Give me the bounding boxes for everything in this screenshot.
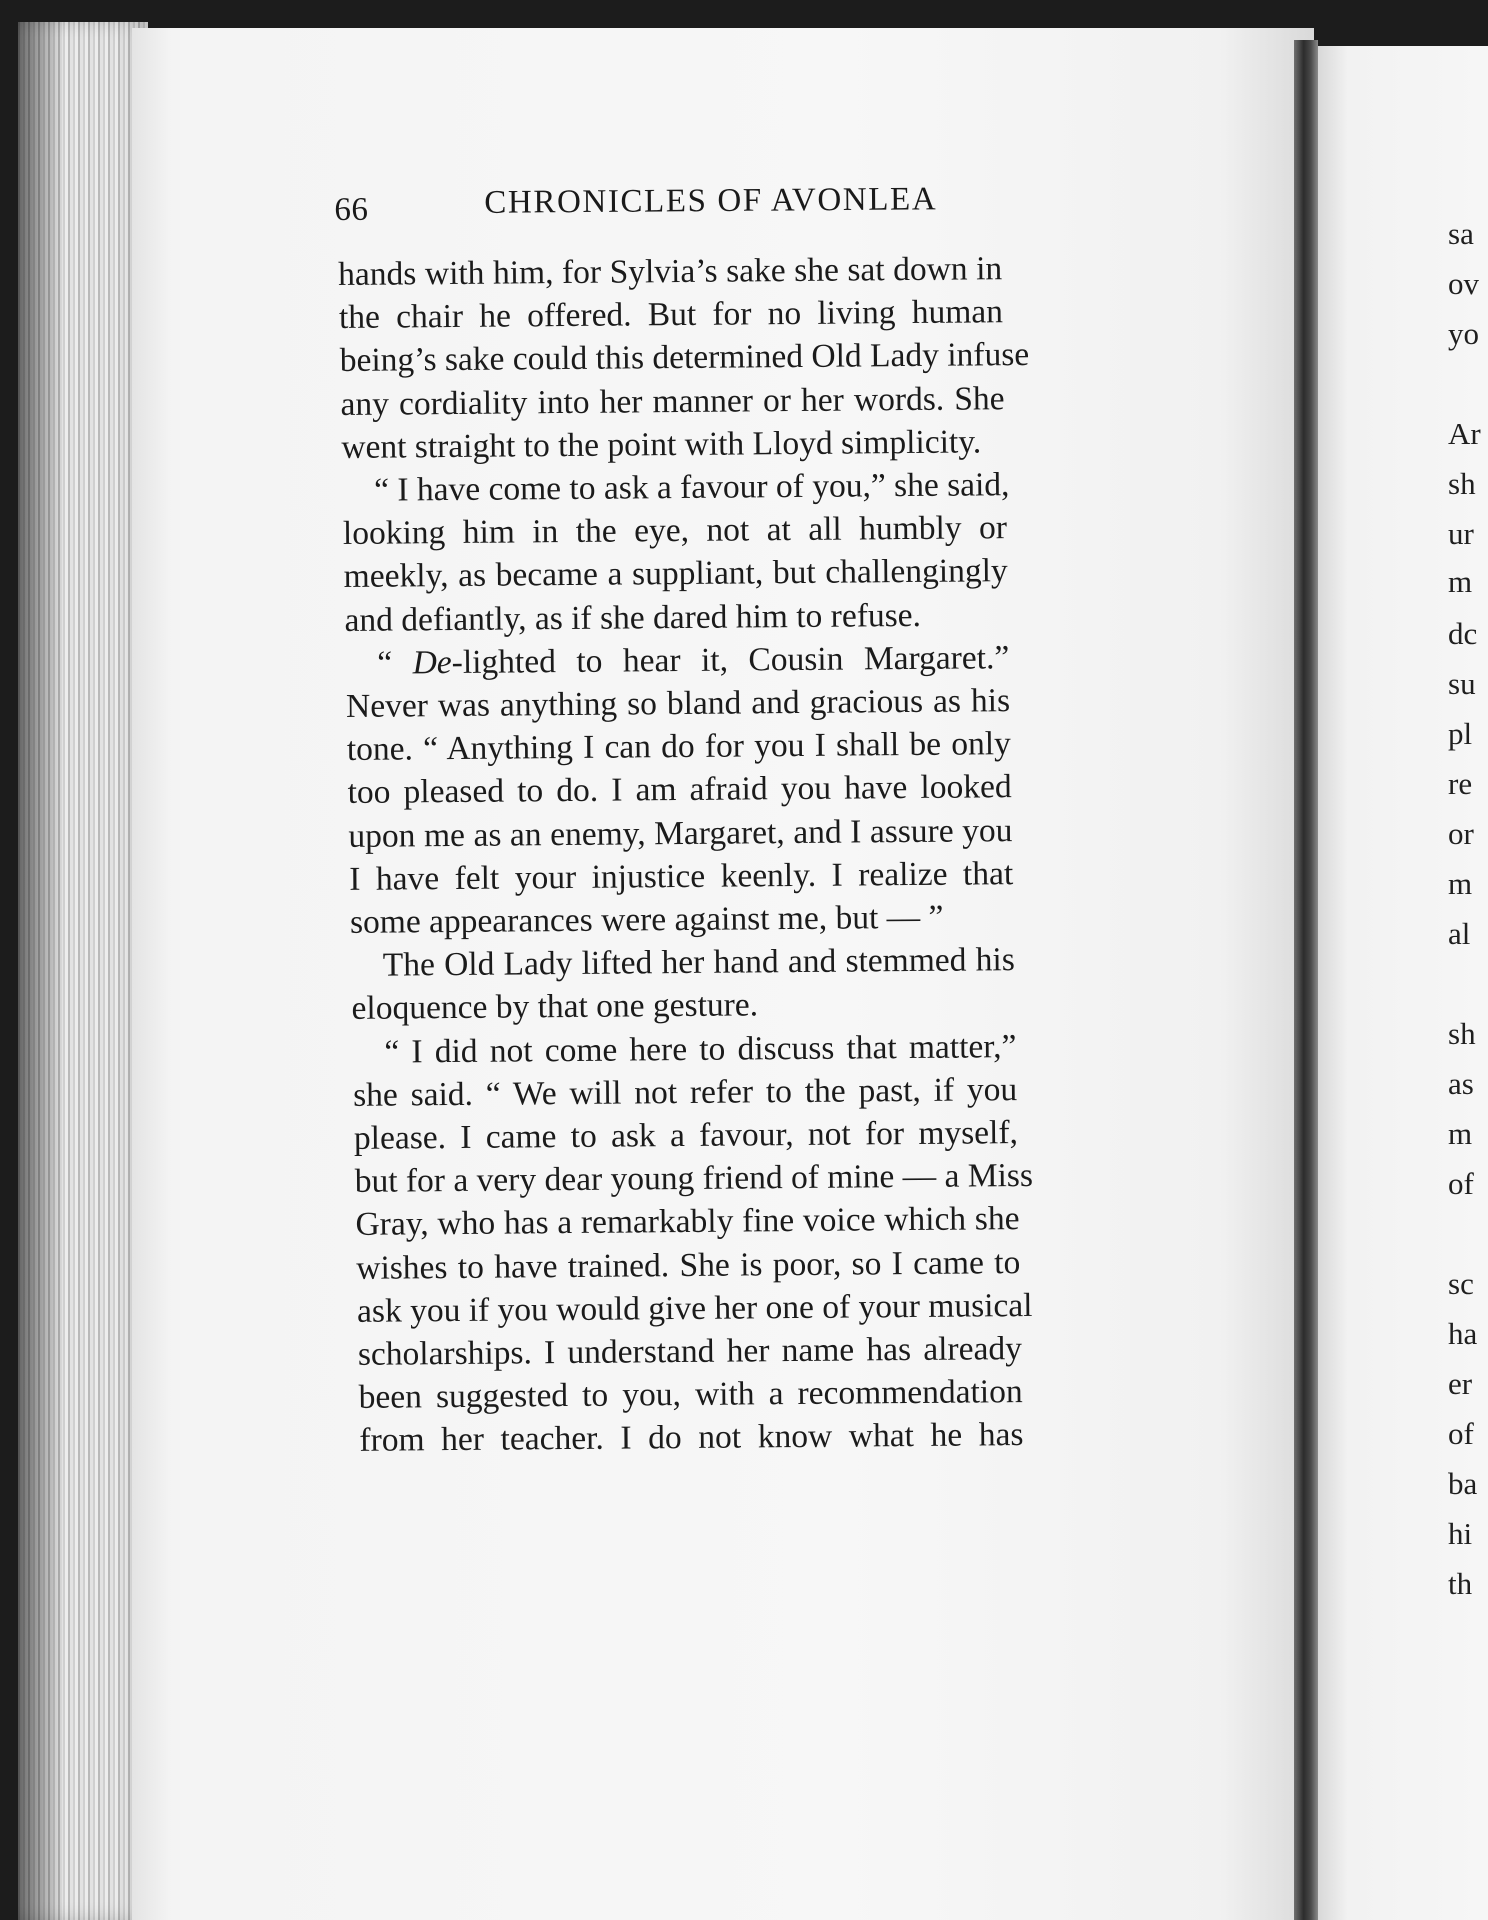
recto-fragment: sa bbox=[1448, 216, 1474, 251]
recto-fragment: m bbox=[1448, 866, 1473, 901]
recto-text-fragments bbox=[1448, 0, 1488, 1920]
text-line: tone. “ Anything I can do for you I shall be only bbox=[346, 725, 1011, 769]
text-line: any cordiality into her manner or her words. She bbox=[340, 379, 1005, 423]
recto-fragment: sh bbox=[1448, 1016, 1476, 1051]
recto-fragment: hi bbox=[1448, 1516, 1473, 1551]
recto-fragment: pl bbox=[1448, 716, 1473, 751]
recto-fragment: dc bbox=[1448, 616, 1478, 651]
recto-fragment: m bbox=[1448, 1116, 1473, 1151]
text-line: some appearances were against me, but — ” bbox=[349, 898, 944, 941]
text-line: “ De-lighted to hear it, Cousin Margaret.” bbox=[377, 638, 1010, 682]
recto-fragment: yo bbox=[1448, 316, 1479, 351]
text-line: I have felt your injustice keenly. I realize that bbox=[349, 854, 1014, 898]
page-edges bbox=[18, 22, 148, 1920]
recto-fragment: ha bbox=[1448, 1316, 1478, 1351]
text-line: being’s sake could this determined Old Lady infuse bbox=[339, 336, 1030, 380]
recto-fragment: of bbox=[1448, 1166, 1474, 1201]
recto-fragment: su bbox=[1448, 666, 1476, 701]
text-line: went straight to the point with Lloyd simplicity. bbox=[341, 423, 982, 466]
text-line: and defiantly, as if she dared him to refuse. bbox=[344, 596, 922, 639]
text-line: meekly, as became a suppliant, but challengingly bbox=[343, 552, 1008, 596]
text-line: but for a very dear young friend of mine — a Miss bbox=[354, 1157, 1034, 1201]
text-line: eloquence by that one gesture. bbox=[351, 986, 759, 1028]
recto-fragment: sh bbox=[1448, 466, 1476, 501]
recto-fragment: sc bbox=[1448, 1266, 1474, 1301]
text-line: please. I came to ask a favour, not for myself, bbox=[353, 1114, 1019, 1157]
text-line: looking him in the eye, not at all humbly or bbox=[342, 509, 1008, 553]
text-line: she said. “ We will not refer to the past, if you bbox=[352, 1070, 1018, 1114]
text-line: ask you if you would give her one of your musical bbox=[356, 1286, 1033, 1330]
text-line: The Old Lady lifted her hand and stemmed his bbox=[382, 941, 1015, 984]
text-line: too pleased to do. I am afraid you have looked bbox=[347, 768, 1012, 812]
text-line: hands with him, for Sylvia’s sake she sat down in bbox=[338, 250, 1003, 293]
recto-fragment: m bbox=[1448, 564, 1473, 599]
recto-fragment: Ar bbox=[1448, 416, 1481, 451]
recto-fragment: ov bbox=[1448, 266, 1479, 301]
recto-fragment: re bbox=[1448, 766, 1473, 801]
text-line: upon me as an enemy, Margaret, and I assure you bbox=[348, 811, 1013, 855]
text-line: been suggested to you, with a recommendation bbox=[358, 1373, 1023, 1417]
recto-fragment: ba bbox=[1448, 1466, 1478, 1501]
recto-fragment: er bbox=[1448, 1366, 1473, 1401]
book-title: CHRONICLES OF AVONLEA bbox=[484, 181, 938, 221]
page-number: 66 bbox=[334, 191, 369, 228]
text-line: “ I have come to ask a favour of you,” she said, bbox=[373, 466, 1010, 509]
recto-fragment: al bbox=[1448, 916, 1471, 951]
text-line: scholarships. I understand her name has already bbox=[357, 1330, 1023, 1373]
text-line: Gray, who has a remarkably fine voice which she bbox=[355, 1200, 1020, 1244]
italic-emphasis: De bbox=[412, 643, 452, 682]
recto-fragment: or bbox=[1448, 816, 1474, 851]
text-line: wishes to have trained. She is poor, so I came to bbox=[356, 1243, 1021, 1287]
recto-fragment: as bbox=[1448, 1066, 1474, 1101]
recto-fragment: ur bbox=[1448, 516, 1474, 551]
book-gutter bbox=[1294, 40, 1318, 1920]
text-line: Never was anything so bland and gracious as his bbox=[345, 682, 1011, 725]
text-line: from her teacher. I do not know what he has bbox=[359, 1416, 1024, 1460]
recto-fragment: th bbox=[1448, 1566, 1473, 1601]
text-line: “ I did not come here to discuss that matter,” bbox=[384, 1027, 1017, 1071]
text-line: the chair he offered. But for no living human bbox=[338, 293, 1004, 337]
recto-fragment: of bbox=[1448, 1416, 1474, 1451]
